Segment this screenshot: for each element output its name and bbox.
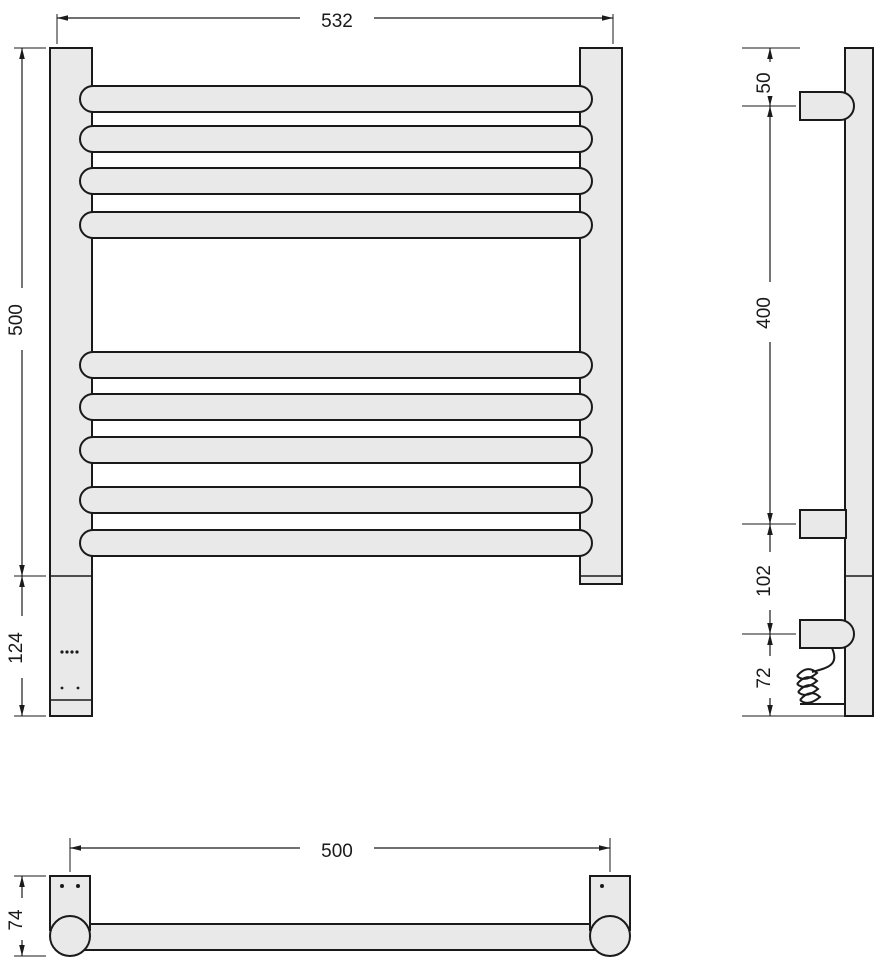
- dimension-532-label: 532: [321, 11, 353, 32]
- top-view-left-end: [50, 876, 90, 956]
- dimension-50: [754, 48, 784, 106]
- dimension-102: [754, 524, 784, 634]
- dimension-400: [754, 106, 784, 524]
- side-lower-arm: [800, 620, 854, 648]
- dimension-72-label: 72: [754, 667, 775, 689]
- top-view: [6, 836, 630, 956]
- dimension-532: [57, 6, 613, 32]
- dimension-102-label: 102: [754, 565, 775, 597]
- side-middle-arm: [800, 510, 846, 538]
- dimension-124-label: 124: [6, 632, 27, 664]
- dimension-124: [6, 576, 36, 716]
- side-extension-lines: [742, 48, 845, 716]
- top-view-right-end: [590, 876, 630, 956]
- side-top-arm: [800, 92, 854, 120]
- power-cable: [797, 648, 845, 704]
- dimension-74: [6, 876, 36, 956]
- dimension-400-label: 400: [754, 297, 775, 329]
- dimension-74-label: 74: [6, 909, 27, 931]
- front-rails: [80, 86, 592, 556]
- dimension-72: [754, 634, 784, 716]
- side-view: [742, 48, 873, 716]
- side-body: [845, 48, 873, 716]
- dimension-500-width: [70, 836, 610, 862]
- top-view-bar: [70, 924, 610, 950]
- dimension-500-height-label: 500: [6, 304, 27, 336]
- front-view: [6, 6, 622, 716]
- dimension-50-label: 50: [754, 72, 775, 94]
- dimension-500-width-label: 500: [321, 841, 353, 862]
- dimension-500-height: [6, 48, 36, 576]
